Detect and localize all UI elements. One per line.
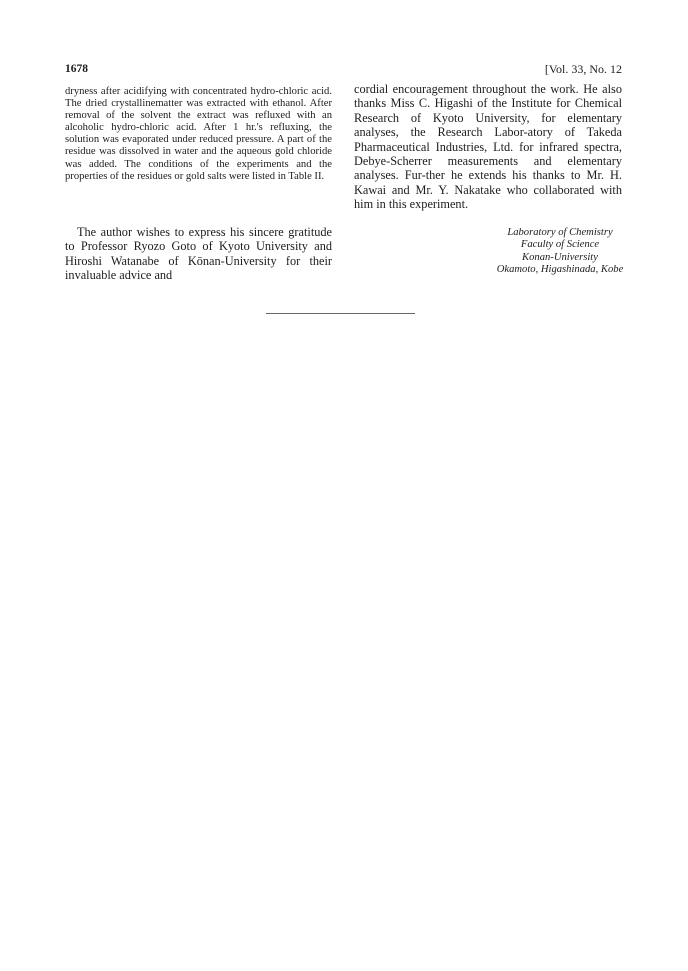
acknowledgment-paragraph: The author wishes to express his sincere gratitude to Professor Ryozo Goto of Kyoto University and Hiroshi Watanabe of Kōnan-University for their invaluable advice and (65, 225, 332, 283)
experimental-section (65, 86, 332, 183)
acknowledgment-paragraph-continued: cordial encouragement throughout the work. He also thanks Miss C. Higashi of the Institute for Chemical Research of Kyoto University, for elementary analyses, the Research Labor-atory of Takeda Pharmaceutical Industries, Ltd. for infrared spectra, Debye-Scherrer measurements and elementary analyses. Fur-ther he extends his thanks to Mr. H. Kawai and Mr. Y. Nakatake who collaborated with him in this experiment. (354, 82, 622, 212)
acknowledgment-continuation (354, 82, 622, 212)
acknowledgment-section (65, 225, 332, 283)
affiliation-address: Okamoto, Higashinada, Kobe (496, 263, 624, 275)
page-number: 1678 (65, 63, 88, 75)
affiliation-university: Konan-University (522, 251, 598, 263)
journal-volume-issue: [Vol. 33, No. 12 (544, 62, 622, 76)
author-affiliation (460, 227, 660, 276)
affiliation-faculty: Faculty of Science (520, 239, 600, 251)
affiliation-laboratory: Laboratory of Chemistry (507, 227, 613, 238)
experimental-paragraph: dryness after acidifying with concentrated hydro-chloric acid. The dried crystallinematter was extracted with ethanol. After removal of the solvent the extract was refluxed with an alcoholic hydro-chloric acid. After 1 hr.'s refluxing, the solution was evaporated under reduced pressure. A part of the residue was dissolved in water and the aqueous gold chloride was added. The conditions of the experiments and the properties of the residues or gold salts were listed in Table II. (65, 86, 332, 182)
article-end-rule (266, 313, 415, 314)
